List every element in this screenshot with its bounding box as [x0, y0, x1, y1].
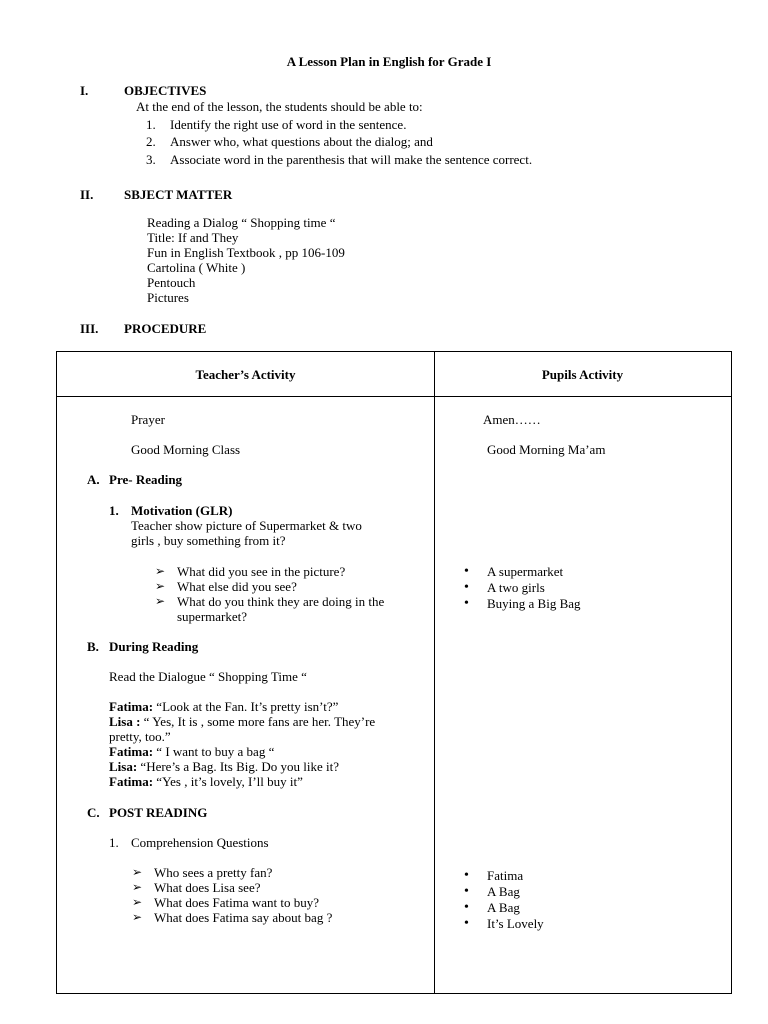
arrow-bullet-icon: ➢	[155, 564, 166, 578]
motivation-answer: Buying a Big Bag	[487, 596, 581, 611]
page-title: A Lesson Plan in English for Grade I	[286, 54, 492, 69]
objective-item: Identify the right use of word in the sentence.	[170, 117, 407, 132]
dialogue-line	[109, 774, 303, 789]
objective-number: 1.	[146, 117, 156, 132]
comprehension-answer: A Bag	[487, 900, 520, 915]
arrow-bullet-icon: ➢	[155, 579, 166, 593]
comprehension-heading: Comprehension Questions	[131, 835, 269, 850]
arrow-bullet-icon: ➢	[132, 910, 143, 924]
arrow-bullet-icon: ➢	[132, 880, 143, 894]
greeting-text: Good Morning Class	[131, 442, 241, 457]
greeting-response: Good Morning Ma’am	[487, 442, 606, 457]
comprehension-answer: It’s Lovely	[487, 916, 544, 931]
objectives-number: I.	[80, 83, 89, 98]
objectives-heading: OBJECTIVES	[124, 83, 207, 98]
objective-number: 3.	[146, 152, 156, 167]
motivation-answer: A supermarket	[487, 564, 564, 579]
comprehension-question: What does Fatima want to buy?	[154, 895, 319, 910]
motivation-number: 1.	[109, 503, 119, 518]
dialogue-text: pretty, too.”	[109, 729, 171, 744]
motivation-question: What do you think they are doing in the	[177, 594, 385, 609]
comprehension-question: Who sees a pretty fan?	[154, 865, 273, 880]
post-reading-heading: POST READING	[109, 805, 208, 820]
during-reading-letter: B.	[87, 639, 99, 654]
comprehension-answer: Fatima	[487, 868, 524, 883]
objective-item: Answer who, what questions about the dialog; and	[170, 134, 433, 149]
arrow-bullet-icon: ➢	[132, 865, 143, 879]
motivation-question: What else did you see?	[177, 579, 297, 594]
comprehension-question: What does Lisa see?	[154, 880, 261, 895]
procedure-number: III.	[80, 321, 99, 336]
subject-line: Cartolina ( White )	[147, 260, 246, 275]
comprehension-number: 1.	[109, 835, 119, 850]
post-reading-letter: C.	[87, 805, 100, 820]
read-dialogue-text: Read the Dialogue “ Shopping Time “	[109, 669, 307, 684]
subject-line: Title: If and They	[147, 230, 239, 245]
bullet-icon: •	[464, 868, 469, 883]
subject-line: Reading a Dialog “ Shopping time “	[147, 215, 336, 230]
subject-line: Pictures	[147, 290, 189, 305]
dialogue-text: “Look at the Fan. It’s pretty isn’t?”	[153, 699, 339, 714]
motivation-text: Teacher show picture of Supermarket & two	[131, 518, 362, 533]
dialogue-speaker: Fatima:	[109, 699, 154, 714]
pre-reading-heading: Pre- Reading	[109, 472, 183, 487]
header-divider	[56, 396, 732, 397]
bullet-icon: •	[464, 884, 469, 899]
prayer-text: Prayer	[131, 412, 165, 427]
pre-reading-letter: A.	[87, 472, 100, 487]
dialogue-speaker: Fatima:	[109, 744, 154, 759]
bullet-icon: •	[464, 564, 469, 579]
bullet-icon: •	[464, 916, 469, 931]
dialogue-speaker: Lisa:	[109, 759, 138, 774]
dialogue-text: “ Yes, It is , some more fans are her. They’re	[140, 714, 376, 729]
subject-heading: SBJECT MATTER	[124, 187, 233, 202]
dialogue-line	[109, 729, 171, 744]
dialogue-line	[109, 699, 338, 714]
motivation-text: girls , buy something from it?	[131, 533, 286, 548]
comprehension-question: What does Fatima say about bag ?	[154, 910, 333, 925]
prayer-response: Amen……	[483, 412, 541, 427]
subject-number: II.	[80, 187, 94, 202]
motivation-heading: Motivation (GLR)	[131, 503, 233, 518]
subject-line: Pentouch	[147, 275, 196, 290]
dialogue-speaker: Fatima:	[109, 774, 154, 789]
arrow-bullet-icon: ➢	[132, 895, 143, 909]
objective-item: Associate word in the parenthesis that will make the sentence correct.	[170, 152, 533, 167]
pupils-activity-header: Pupils Activity	[541, 367, 624, 382]
bullet-icon: •	[464, 580, 469, 595]
bullet-icon: •	[464, 596, 469, 611]
objectives-intro: At the end of the lesson, the students should be able to:	[136, 99, 423, 114]
motivation-answer: A two girls	[487, 580, 545, 595]
bullet-icon: •	[464, 900, 469, 915]
during-reading-heading: During Reading	[109, 639, 199, 654]
motivation-question: supermarket?	[177, 609, 248, 624]
teacher-activity-header: Teacher’s Activity	[195, 367, 296, 382]
comprehension-answer: A Bag	[487, 884, 520, 899]
dialogue-text: “Yes , it’s lovely, I’ll buy it”	[153, 774, 303, 789]
dialogue-text: “Here’s a Bag. Its Big. Do you like it?	[137, 759, 339, 774]
dialogue-line	[109, 714, 375, 729]
dialogue-line	[109, 759, 339, 774]
subject-line: Fun in English Textbook , pp 106-109	[147, 245, 345, 260]
motivation-question: What did you see in the picture?	[177, 564, 346, 579]
dialogue-line	[109, 744, 274, 759]
dialogue-speaker: Lisa :	[109, 714, 141, 729]
procedure-heading: PROCEDURE	[124, 321, 207, 336]
dialogue-text: “ I want to buy a bag “	[153, 744, 275, 759]
objective-number: 2.	[146, 134, 156, 149]
arrow-bullet-icon: ➢	[155, 594, 166, 608]
column-divider	[434, 351, 435, 994]
